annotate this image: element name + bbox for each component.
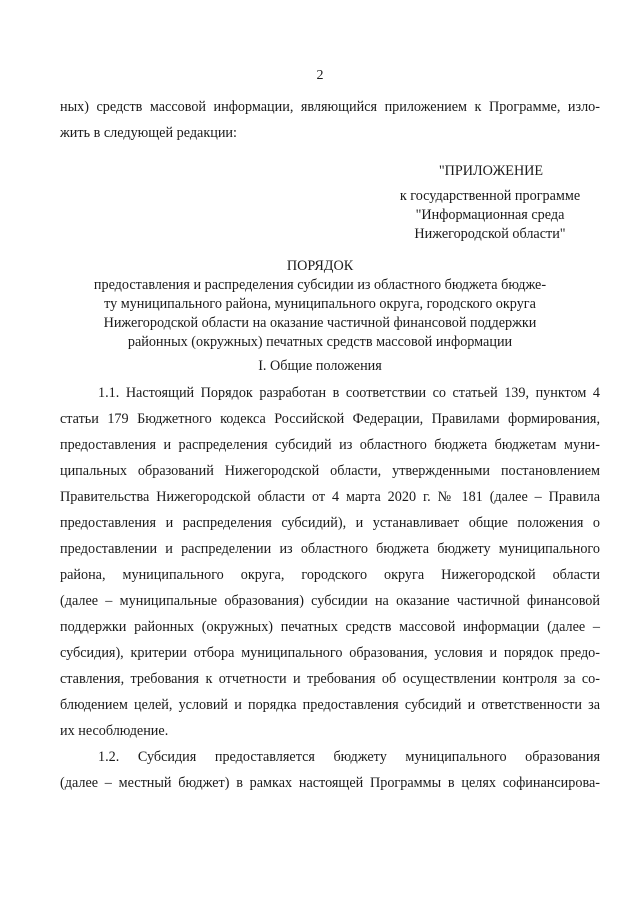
intro-line-1: ных) средств массовой информации, являющийся приложением к Программе, изло- — [60, 99, 600, 115]
paragraph-2-line: (далее – местный бюджет) в рамках настоящей Программы в целях софинансирова- — [60, 775, 600, 791]
paragraph-1-line: предоставления и распределения субсидий), и устанавливает общие положения о — [60, 515, 600, 531]
paragraph-1-line: предоставлении и распределении из областного бюджета бюджету муниципального — [60, 541, 600, 557]
document-subtitle-line-1: предоставления и распределения субсидии из областного бюджета бюдже- — [93, 277, 547, 293]
paragraph-1-line: статьи 179 Бюджетного кодекса Российской Федерации, Правилами формирования, — [60, 411, 600, 427]
document-subtitle-line-2: ту муниципального района, муниципального округа, городского округа — [104, 296, 536, 312]
paragraph-1-line: поддержки районных (окружных) печатных средств массовой информации (далее – — [60, 619, 600, 635]
paragraph-1-line: субсидия), критерии отбора муниципального образования, условия и порядок предо- — [60, 645, 600, 661]
page-number: 2 — [316, 68, 324, 83]
document-subtitle-line-3: Нижегородской области на оказание частичной финансовой поддержки — [103, 315, 537, 331]
paragraph-1-line: (далее – муниципальные образования) субсидии на оказание частичной финансовой — [60, 593, 600, 609]
appendix-line-3: Нижегородской области" — [414, 226, 566, 242]
paragraph-1-line: ципальных образований Нижегородской области, утвержденными постановлением — [60, 463, 600, 479]
section-heading: I. Общие положения — [258, 358, 382, 374]
appendix-line-1: к государственной программе — [399, 188, 581, 204]
paragraph-2-line: 1.2. Субсидия предоставляется бюджету муниципального образования — [98, 749, 600, 765]
paragraph-1-line: ставления, требования к отчетности и требования об осуществлении контроля за со- — [60, 671, 600, 687]
document-title: ПОРЯДОК — [286, 258, 354, 274]
paragraph-1-line: их несоблюдение. — [60, 723, 169, 739]
document-subtitle-line-4: районных (окружных) печатных средств массовой информации — [127, 334, 513, 350]
appendix-title: "ПРИЛОЖЕНИЕ — [438, 163, 544, 179]
paragraph-1-line: Правительства Нижегородской области от 4 марта 2020 г. № 181 (далее – Правила — [60, 489, 600, 505]
intro-line-2: жить в следующей редакции: — [60, 125, 237, 141]
paragraph-1-line: предоставления и распределения субсидий из областного бюджета бюджетам муни- — [60, 437, 600, 453]
paragraph-1-line: блюдением целей, условий и порядка предоставления субсидий и ответственности за — [60, 697, 600, 713]
paragraph-1-line: района, муниципального округа, городского округа Нижегородской области — [60, 567, 600, 583]
appendix-line-2: "Информационная среда — [415, 207, 565, 223]
paragraph-1-line: 1.1. Настоящий Порядок разработан в соответствии со статьей 139, пунктом 4 — [98, 385, 600, 401]
